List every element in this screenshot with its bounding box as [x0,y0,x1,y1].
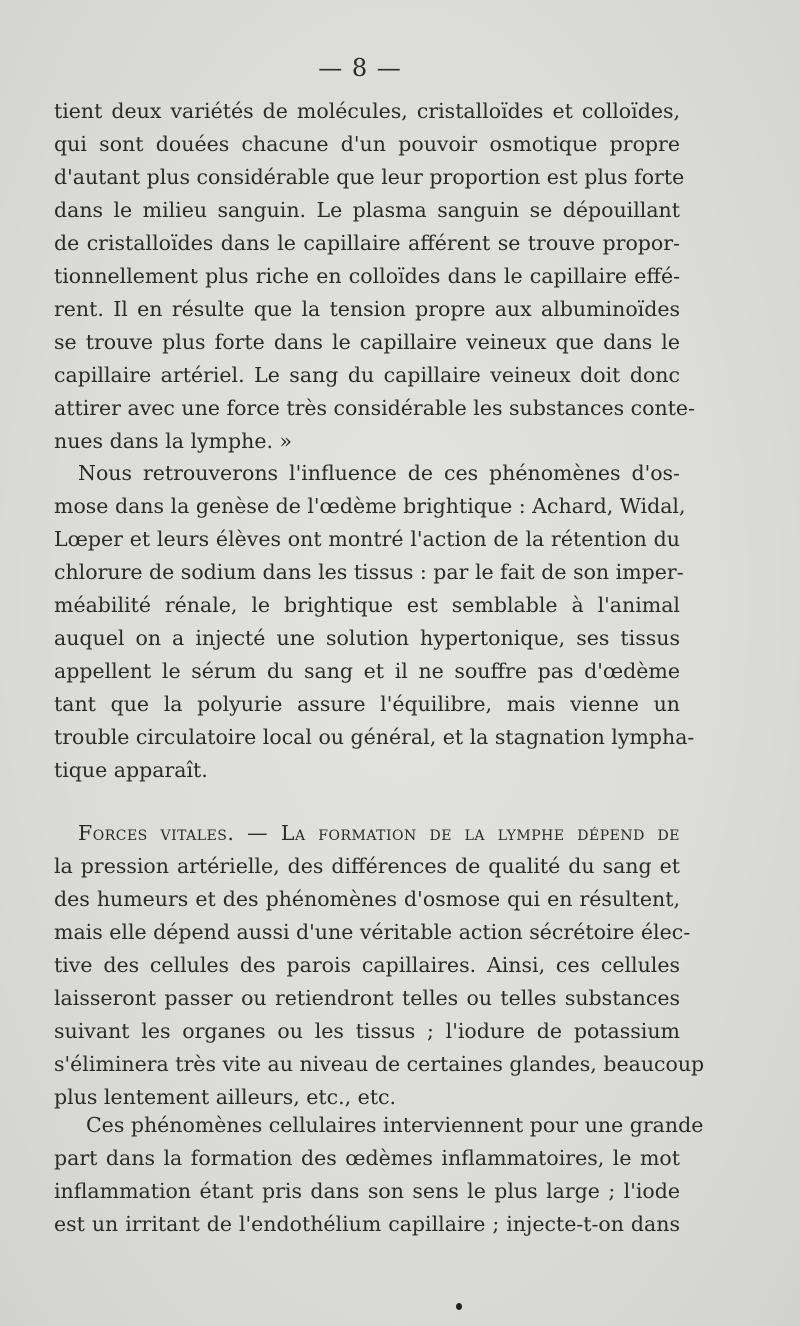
text-line: est un irritant de l'endothélium capillaire ; injecte-t-on dans [54,1212,680,1236]
text-line: laisseront passer ou retiendront telles ou telles substances [54,986,680,1010]
text-line: plus lentement ailleurs, etc., etc. [54,1085,397,1109]
text-line: tionnellement plus riche en colloïdes dans le capillaire effé- [54,264,680,288]
page-number: — 8 — [318,54,402,82]
text-line: tive des cellules des parois capillaires. Ainsi, ces cellules [54,953,680,977]
text-line: mais elle dépend aussi d'une véritable action sécrétoire élec- [54,920,691,944]
text-line: nues dans la lymphe. » [54,429,293,453]
text-line: part dans la formation des œdèmes inflammatoires, le mot [54,1146,680,1170]
text-line: trouble circulatoire local ou général, et la stagnation lympha- [54,725,695,749]
text-line: d'autant plus considérable que leur proportion est plus forte [54,165,685,189]
text-line: tique apparaît. [54,758,208,782]
text-line: s'éliminera très vite au niveau de certaines glandes, beaucoup [54,1052,705,1076]
text-line: suivant les organes ou les tissus ; l'iodure de potassium [54,1019,680,1043]
paragraph-first-line: Nous retrouverons l'influence de ces phénomènes d'os- [78,461,680,485]
text-line: mose dans la genèse de l'œdème brightique : Achard, Widal, [54,494,686,518]
text-line: qui sont douées chacune d'un pouvoir osmotique propre [54,132,680,156]
text-line: tant que la polyurie assure l'équilibre, mais vienne un [54,692,680,716]
text-line: des humeurs et des phénomènes d'osmose qui en résultent, [54,887,680,911]
text-line: dans le milieu sanguin. Le plasma sanguin se dépouillant [54,198,680,222]
text-line: rent. Il en résulte que la tension propre aux albuminoïdes [54,297,680,321]
text-line: appellent le sérum du sang et il ne souffre pas d'œdème [54,659,680,683]
text-line: se trouve plus forte dans le capillaire veineux que dans le [54,330,680,354]
text-line: méabilité rénale, le brightique est semblable à l'animal [54,593,680,617]
text-line: chlorure de sodium dans les tissus : par le fait de son imper- [54,560,684,584]
section-heading-line: Forces vitales. — La formation de la lymphe dépend de [78,821,680,845]
text-line: attirer avec une force très considérable les substances conte- [54,396,695,420]
paragraph-first-line: Ces phénomènes cellulaires interviennent pour une grande [86,1113,704,1137]
text-line: auquel on a injecté une solution hypertonique, ses tissus [54,626,680,650]
text-line: capillaire artériel. Le sang du capillaire veineux doit donc [54,363,680,387]
text-line: Lœper et leurs élèves ont montré l'action de la rétention du [54,527,680,551]
text-line: tient deux variétés de molécules, cristalloïdes et colloïdes, [54,99,680,123]
text-line: de cristalloïdes dans le capillaire afférent se trouve propor- [54,231,680,255]
text-line: inflammation étant pris dans son sens le plus large ; l'iode [54,1179,680,1203]
ink-speck [456,1303,462,1310]
text-line: la pression artérielle, des différences de qualité du sang et [54,854,680,878]
